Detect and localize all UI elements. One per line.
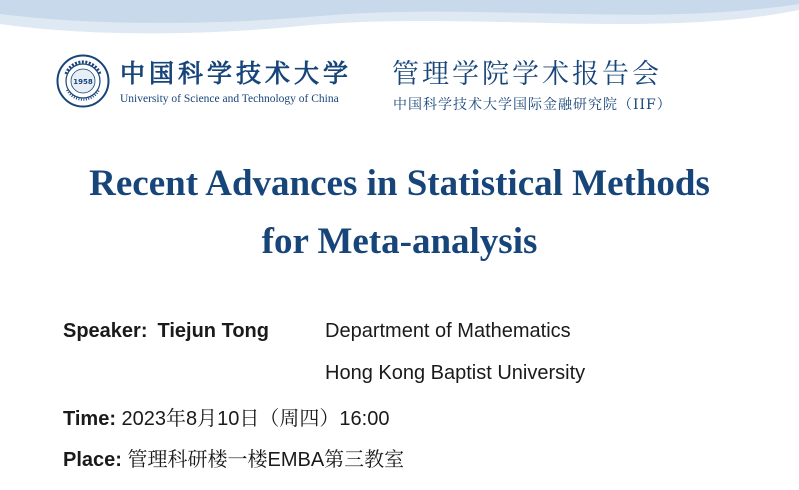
- place-label: Place:: [63, 449, 122, 471]
- speaker-label: Speaker:: [63, 320, 148, 342]
- talk-title-line-1: Recent Advances in Statistical Methods: [89, 163, 710, 204]
- place-row: [63, 443, 404, 472]
- speaker-department: Department of Mathematics: [325, 320, 571, 342]
- university-name-en: University of Science and Technology of China: [120, 93, 339, 105]
- time-label: Time:: [63, 408, 116, 430]
- header-wave-decoration: [0, 0, 799, 60]
- seal-year: 1958: [73, 78, 93, 86]
- talk-title-line-2: for Meta-analysis: [261, 221, 538, 262]
- university-seal-icon: [56, 54, 110, 108]
- time-row: [63, 402, 389, 431]
- speaker-university: Hong Kong Baptist University: [325, 362, 586, 384]
- time-value: 2023年8月10日（周四）16:00: [121, 408, 390, 430]
- series-title: 管理学院学术报告会: [392, 59, 662, 90]
- institute-name: 中国科学技术大学国际金融研究院（IIF）: [393, 97, 672, 113]
- place-value: 管理科研楼一楼EMBA第三教室: [127, 449, 405, 471]
- speaker-name: Tiejun Tong: [157, 320, 269, 342]
- letterhead: [56, 54, 756, 120]
- university-name-cn: 中国科学技术大学: [120, 59, 353, 88]
- speaker-row: [63, 320, 269, 343]
